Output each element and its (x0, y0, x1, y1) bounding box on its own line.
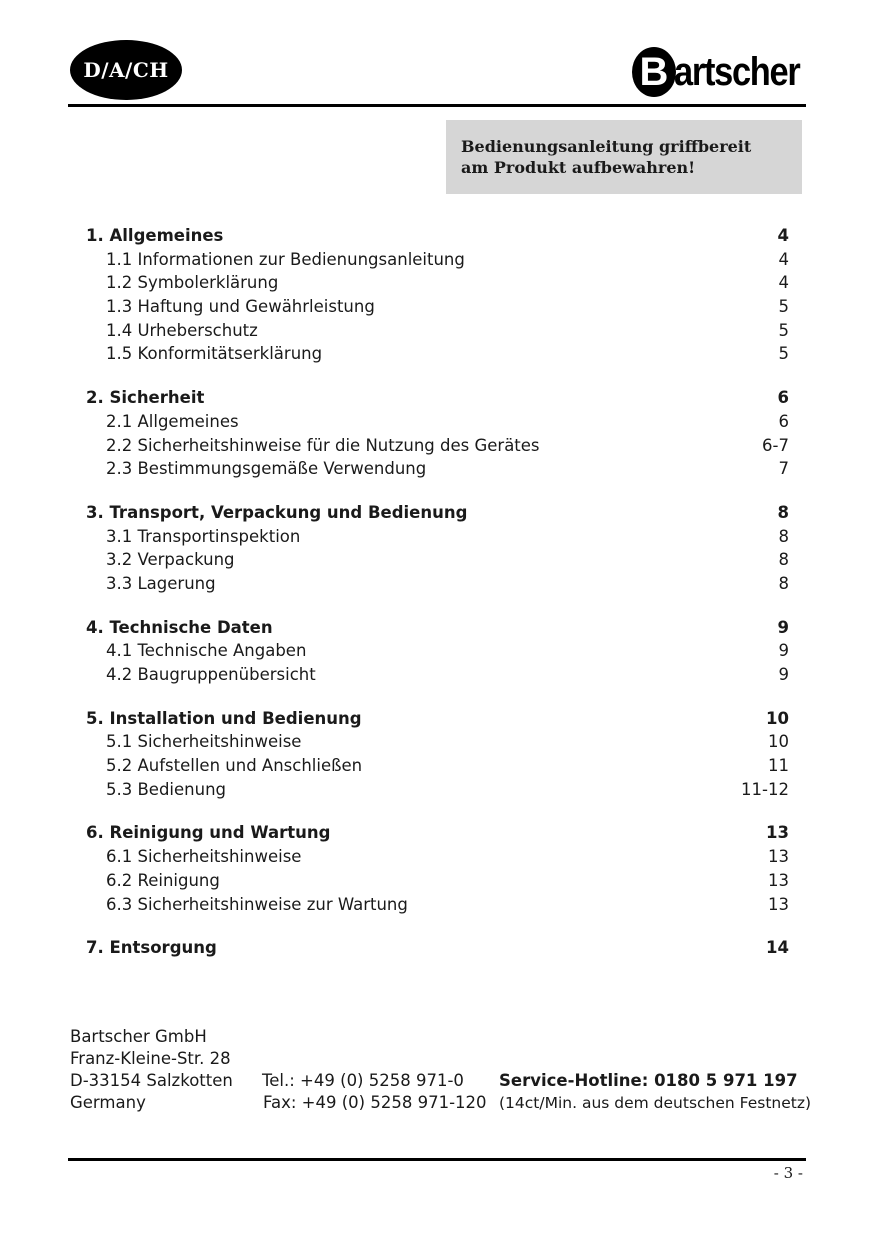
fax-number: Fax: +49 (0) 5258 971-120 (263, 1093, 487, 1112)
toc-subsection-page: 4 (778, 249, 789, 269)
toc-subsection-title: 6.3 Sicherheitshinweise zur Wartung (106, 894, 408, 914)
company-address (70, 1026, 233, 1114)
company-country: Germany (70, 1093, 146, 1112)
toc-subsection-row (86, 895, 789, 919)
toc-section (86, 618, 789, 689)
toc-subsection-title: 1.3 Haftung und Gewährleistung (106, 297, 375, 317)
toc-subsection-title: 5.2 Aufstellen und Anschließen (106, 756, 363, 776)
hotline-rate: (14ct/Min. aus dem deutschen Festnetz) (499, 1094, 812, 1112)
service-hotline (499, 1070, 811, 1114)
toc-chapter-row (86, 938, 789, 962)
company-city: D-33154 Salzkotten (70, 1071, 233, 1090)
company-street: Franz-Kleine-Str. 28 (70, 1049, 231, 1068)
toc-subsection-page: 6-7 (762, 435, 789, 455)
toc-chapter-title: 7. Entsorgung (86, 938, 217, 958)
toc-subsection-row (86, 412, 789, 436)
toc-chapter-row (86, 226, 789, 250)
toc-chapter-page: 4 (777, 226, 789, 245)
brand-logo-letter: B (632, 47, 676, 97)
toc-subsection-page: 13 (768, 894, 789, 914)
toc-subsection-title: 2.3 Bestimmungsgemäße Verwendung (106, 459, 427, 479)
toc-chapter-page: 10 (766, 708, 789, 728)
notice-box (446, 120, 802, 194)
toc-subsection-page: 10 (768, 732, 789, 752)
toc-subsection-title: 6.1 Sicherheitshinweise (106, 847, 302, 867)
toc-subsection-title: 4.2 Baugruppenübersicht (106, 665, 316, 684)
toc-subsection-row (86, 436, 789, 460)
toc-subsection-row (86, 459, 789, 483)
notice-line-2: am Produkt aufbewahren! (461, 158, 696, 177)
toc-subsection-title: 3.1 Transportinspektion (106, 526, 301, 546)
toc-subsection-page: 4 (778, 273, 789, 293)
toc-subsection-row (86, 250, 789, 274)
toc-subsection-title: 2.1 Allgemeines (106, 411, 239, 431)
toc-chapter-title: 3. Transport, Verpackung und Bedienung (86, 502, 468, 522)
toc-chapter-page: 14 (766, 938, 789, 958)
toc-subsection-row (86, 527, 789, 551)
toc-section (86, 388, 789, 483)
toc-subsection-title: 1.5 Konformitätserklärung (106, 344, 323, 364)
toc-chapter-page: 9 (777, 617, 789, 637)
toc-section (86, 823, 789, 918)
toc-subsection-title: 5.1 Sicherheitshinweise (106, 732, 302, 752)
toc-subsection-row (86, 732, 789, 756)
toc-chapter-title: 6. Reinigung und Wartung (86, 823, 331, 843)
toc-section (86, 709, 789, 804)
toc-subsection-title: 1.4 Urheberschutz (106, 320, 258, 340)
toc-subsection-title: 1.1 Informationen zur Bedienungsanleitung (106, 249, 465, 269)
toc-subsection-page: 5 (778, 344, 789, 364)
toc-chapter-page: 6 (777, 388, 789, 408)
region-badge-label: D/A/CH (83, 58, 169, 82)
toc-subsection-title: 4.1 Technische Angaben (106, 641, 307, 661)
toc-subsection-page: 13 (768, 847, 789, 867)
toc-chapter-row (86, 388, 789, 412)
toc-chapter-row (86, 709, 789, 733)
toc-chapter-row (86, 823, 789, 847)
toc-subsection-row (86, 321, 789, 345)
toc-section (86, 226, 789, 368)
toc-subsection-page: 8 (778, 573, 789, 593)
brand-logo-text: artscher (674, 50, 800, 94)
toc-subsection-row (86, 756, 789, 780)
toc-subsection-page: 13 (768, 870, 789, 890)
toc-chapter-title: 4. Technische Daten (86, 617, 273, 637)
toc-chapter-title: 2. Sicherheit (86, 388, 205, 408)
toc-subsection-page: 5 (778, 297, 789, 317)
toc-section (86, 938, 789, 962)
brand-logo (632, 44, 820, 100)
toc-subsection-row (86, 780, 789, 804)
table-of-contents (86, 226, 789, 982)
toc-subsection-row (86, 550, 789, 574)
toc-section (86, 503, 789, 598)
toc-subsection-row (86, 297, 789, 321)
toc-subsection-title: 3.3 Lagerung (106, 573, 216, 593)
header-divider (68, 104, 806, 107)
toc-chapter-page: 8 (777, 502, 789, 522)
toc-subsection-row (86, 665, 789, 689)
toc-subsection-page: 5 (778, 320, 789, 340)
page-number: - 3 - (773, 1164, 803, 1182)
region-badge (70, 40, 182, 100)
hotline-number: Service-Hotline: 0180 5 971 197 (499, 1071, 798, 1090)
toc-subsection-page: 11 (768, 756, 789, 776)
toc-subsection-page: 9 (778, 641, 789, 661)
toc-subsection-page: 8 (778, 526, 789, 546)
toc-subsection-page: 8 (778, 550, 789, 570)
toc-subsection-row (86, 871, 789, 895)
toc-subsection-title: 1.2 Symbolerklärung (106, 273, 279, 293)
toc-chapter-row (86, 503, 789, 527)
toc-subsection-page: 7 (778, 459, 789, 479)
toc-subsection-row (86, 273, 789, 297)
toc-subsection-title: 5.3 Bedienung (106, 779, 227, 799)
toc-subsection-row (86, 574, 789, 598)
toc-subsection-row (86, 847, 789, 871)
company-name: Bartscher GmbH (70, 1027, 207, 1046)
toc-chapter-row (86, 618, 789, 642)
toc-subsection-page: 11-12 (741, 779, 789, 799)
toc-subsection-row (86, 344, 789, 368)
toc-subsection-page: 6 (778, 411, 789, 431)
company-contact (262, 1070, 487, 1114)
notice-line-1: Bedienungsanleitung griffbereit (461, 137, 752, 156)
footer-divider (68, 1158, 806, 1161)
toc-chapter-title: 1. Allgemeines (86, 226, 224, 245)
toc-chapter-page: 13 (766, 823, 789, 843)
toc-subsection-row (86, 641, 789, 665)
toc-subsection-title: 2.2 Sicherheitshinweise für die Nutzung des Gerätes (106, 435, 540, 455)
phone-number: Tel.: +49 (0) 5258 971-0 (262, 1071, 464, 1090)
toc-chapter-title: 5. Installation und Bedienung (86, 708, 362, 728)
toc-subsection-title: 3.2 Verpackung (106, 550, 235, 570)
toc-subsection-page: 9 (778, 665, 789, 684)
toc-subsection-title: 6.2 Reinigung (106, 870, 220, 890)
